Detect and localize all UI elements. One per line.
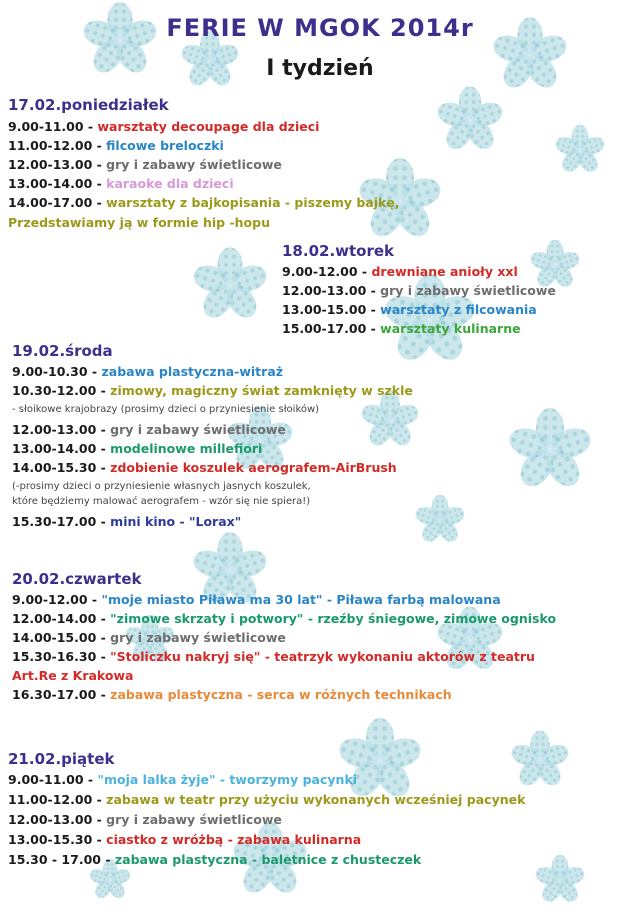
schedule-row: 9.00-12.00 - "moje miasto Piława ma 30 lat" - Piława farbą malowana: [12, 592, 501, 607]
schedule-row: 12.00-13.00 - gry i zabawy świetlicowe: [8, 812, 282, 827]
day-heading: 18.02.wtorek: [282, 242, 395, 260]
schedule-row: 12.00-13.00 - gry i zabawy świetlicowe: [12, 422, 286, 437]
schedule-row: 12.00-13.00 - gry i zabawy świetlicowe: [282, 283, 556, 298]
schedule-row: 9.00-10.30 - zabawa plastyczna-witraż: [12, 364, 284, 379]
schedule-note: (-prosimy dzieci o przyniesienie własnych jasnych koszulek,: [12, 481, 311, 492]
schedule-row: 9.00-11.00 - warsztaty decoupage dla dzieci: [8, 119, 320, 134]
schedule-row: 14.00-15.00 - gry i zabawy świetlicowe: [12, 630, 286, 645]
schedule-row: 11.00-12.00 - zabawa w teatr przy użyciu wykonanych wcześniej pacynek: [8, 792, 526, 807]
schedule-row: 13.00-15.30 - ciastko z wróżbą - zabawa kulinarna: [8, 832, 362, 847]
schedule-row: 15.00-17.00 - warsztaty kulinarne: [282, 321, 521, 336]
page-title: FERIE W MGOK 2014r: [166, 14, 474, 42]
schedule-row: 9.00-12.00 - drewniane anioły xxl: [282, 264, 518, 279]
schedule-row: 14.00-15.30 - zdobienie koszulek aerografem-AirBrush: [12, 460, 397, 475]
schedule-row: 11.00-12.00 - filcowe breloczki: [8, 138, 224, 153]
schedule-row: 16.30-17.00 - zabawa plastyczna - serca w różnych technikach: [12, 687, 452, 702]
schedule-row: 13.00-14.00 - karaoke dla dzieci: [8, 176, 234, 191]
day-heading: 19.02.środa: [12, 342, 113, 360]
schedule-row: 15.30-17.00 - mini kino - "Lorax": [12, 514, 242, 529]
day-heading: 17.02.poniedziałek: [8, 96, 169, 114]
schedule-note: - słoikowe krajobrazy (prosimy dzieci o przyniesienie słoików): [12, 404, 320, 415]
schedule-row: 14.00-17.00 - warsztaty z bajkopisania - piszemy bajkę,: [8, 195, 400, 210]
schedule-row: 12.00-13.00 - gry i zabawy świetlicowe: [8, 157, 282, 172]
schedule-row: 15.30 - 17.00 - zabawa plastyczna - baletnice z chusteczek: [8, 852, 422, 867]
day-heading: 20.02.czwartek: [12, 570, 142, 588]
schedule-row: 13.00-14.00 - modelinowe millefiori: [12, 441, 263, 456]
schedule-row: 10.30-12.00 - zimowy, magiczny świat zamknięty w szkle: [12, 383, 413, 398]
page-subtitle: I tydzień: [266, 56, 374, 81]
schedule-note: które będziemy malować aerografem - wzór się nie spiera!): [12, 496, 311, 507]
day-heading: 21.02.piątek: [8, 750, 115, 768]
schedule-row: 13.00-15.00 - warsztaty z filcowania: [282, 302, 537, 317]
schedule-row: 9.00-11.00 - "moja lalka żyje" - tworzymy pacynki: [8, 772, 358, 787]
schedule-continuation: Art.Re z Krakowa: [12, 668, 134, 683]
schedule-row: 12.00-14.00 - "zimowe skrzaty i potwory" - rzeźby śniegowe, zimowe ognisko: [12, 611, 557, 626]
schedule-row: 15.30-16.30 - "Stoliczku nakryj się" - teatrzyk wykonaniu aktorów z teatru: [12, 649, 535, 664]
schedule-continuation: Przedstawiamy ją w formie hip -hopu: [8, 215, 270, 230]
